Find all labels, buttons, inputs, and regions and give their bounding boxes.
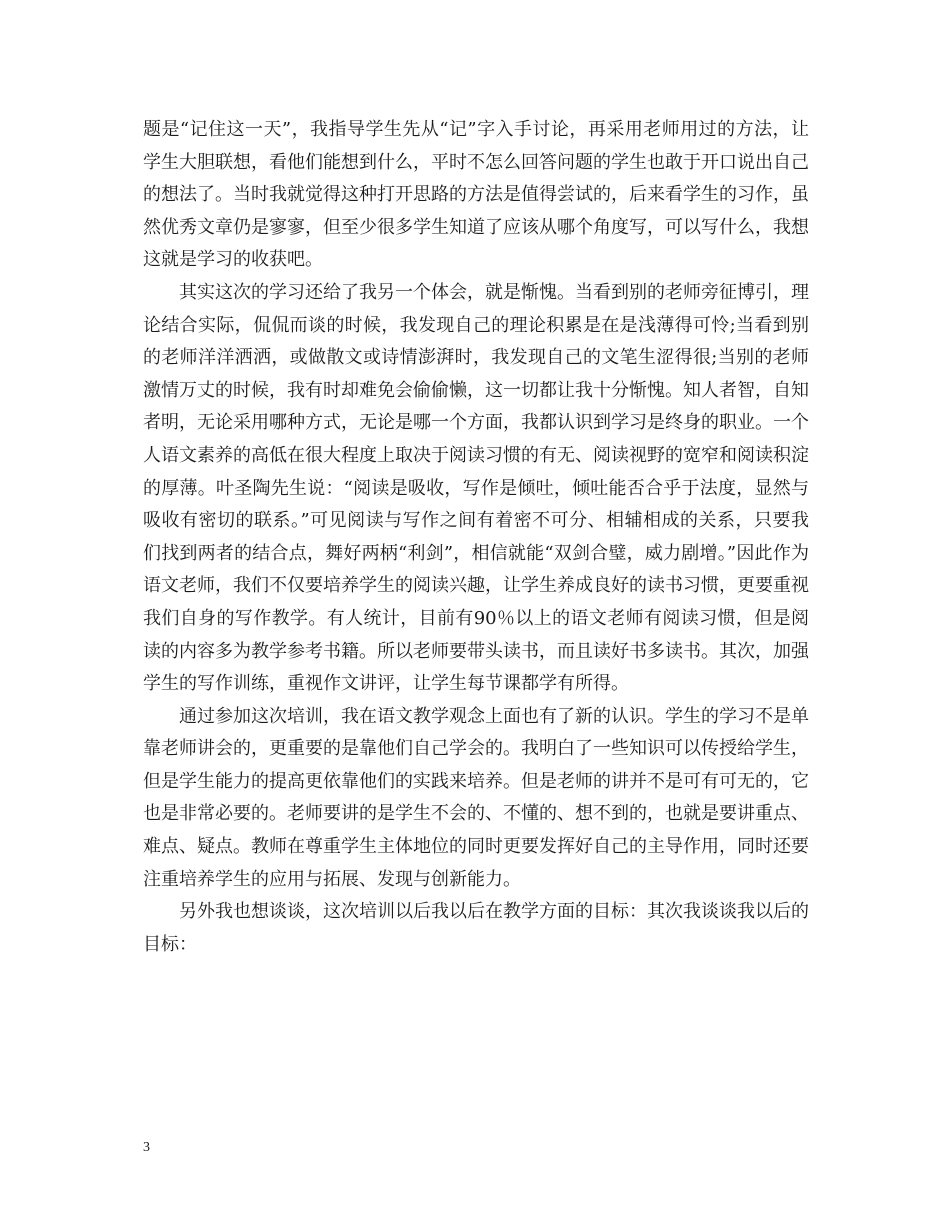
page-number: 3 xyxy=(143,1140,150,1155)
paragraph-3: 通过参加这次培训，我在语文教学观念上面也有了新的认识。学生的学习不是单靠老师讲会的，更重要的是靠他们自己学会的。我明白了一些知识可以传授给学生，但是学生能力的提高更依靠他们的实践来培养。但是老师的讲并不是可有可无的，它也是非常必要的。老师要讲的是学生不会的、不懂的、想不到的，也就是要讲重点、难点、疑点。教师在尊重学生主体地位的同时更要发挥好自己的主导作用，同时还要注重培养学生的应用与拓展、发现与创新能力。 xyxy=(143,705,809,890)
document-body xyxy=(143,114,809,961)
paragraph-2: 其实这次的学习还给了我另一个体会，就是惭愧。当看到别的老师旁征博引，理论结合实际，侃侃而谈的时候，我发现自己的理论积累是在是浅薄得可怜;当看到别的老师洋洋洒洒，或做散文或诗情澎湃时，我发现自己的文笔生涩得很;当别的老师激情万丈的时候，我有时却难免会偷偷懒，这一切都让我十分惭愧。知人者智，自知者明，无论采用哪种方式，无论是哪一个方面，我都认识到学习是终身的职业。一个人语文素养的高低在很大程度上取决于阅读习惯的有无、阅读视野的宽窄和阅读积淀的厚薄。叶圣陶先生说：“阅读是吸收，写作是倾吐，倾吐能否合乎于法度，显然与吸收有密切的联系。”可见阅读与写作之间有着密不可分、相辅相成的关系，只要我们找到两者的结合点，舞好两柄“利剑”，相信就能“双剑合璧，威力剧增。”因此作为语文老师，我们不仅要培养学生的阅读兴趣，让学生养成良好的读书习惯，更要重视我们自身的写作教学。有人统计，目前有90％以上的语文老师有阅读习惯，但是阅读的内容多为教学参考书籍。所以老师要带头读书，而且读好书多读书。其次，加强学生的写作训练，重视作文讲评，让学生每节课都学有所得。 xyxy=(143,281,809,695)
paragraph-4: 另外我也想谈谈，这次培训以后我以后在教学方面的目标：其次我谈谈我以后的目标： xyxy=(143,901,809,955)
paragraph-1: 题是“记住这一天”，我指导学生先从“记”字入手讨论，再采用老师用过的方法，让学生大胆联想，看他们能想到什么，平时不怎么回答问题的学生也敢于开口说出自己的想法了。当时我就觉得这种打开思路的方法是值得尝试的，后来看学生的习作，虽然优秀文章仍是寥寥，但至少很多学生知道了应该从哪个角度写，可以写什么，我想这就是学习的收获吧。 xyxy=(143,119,809,271)
